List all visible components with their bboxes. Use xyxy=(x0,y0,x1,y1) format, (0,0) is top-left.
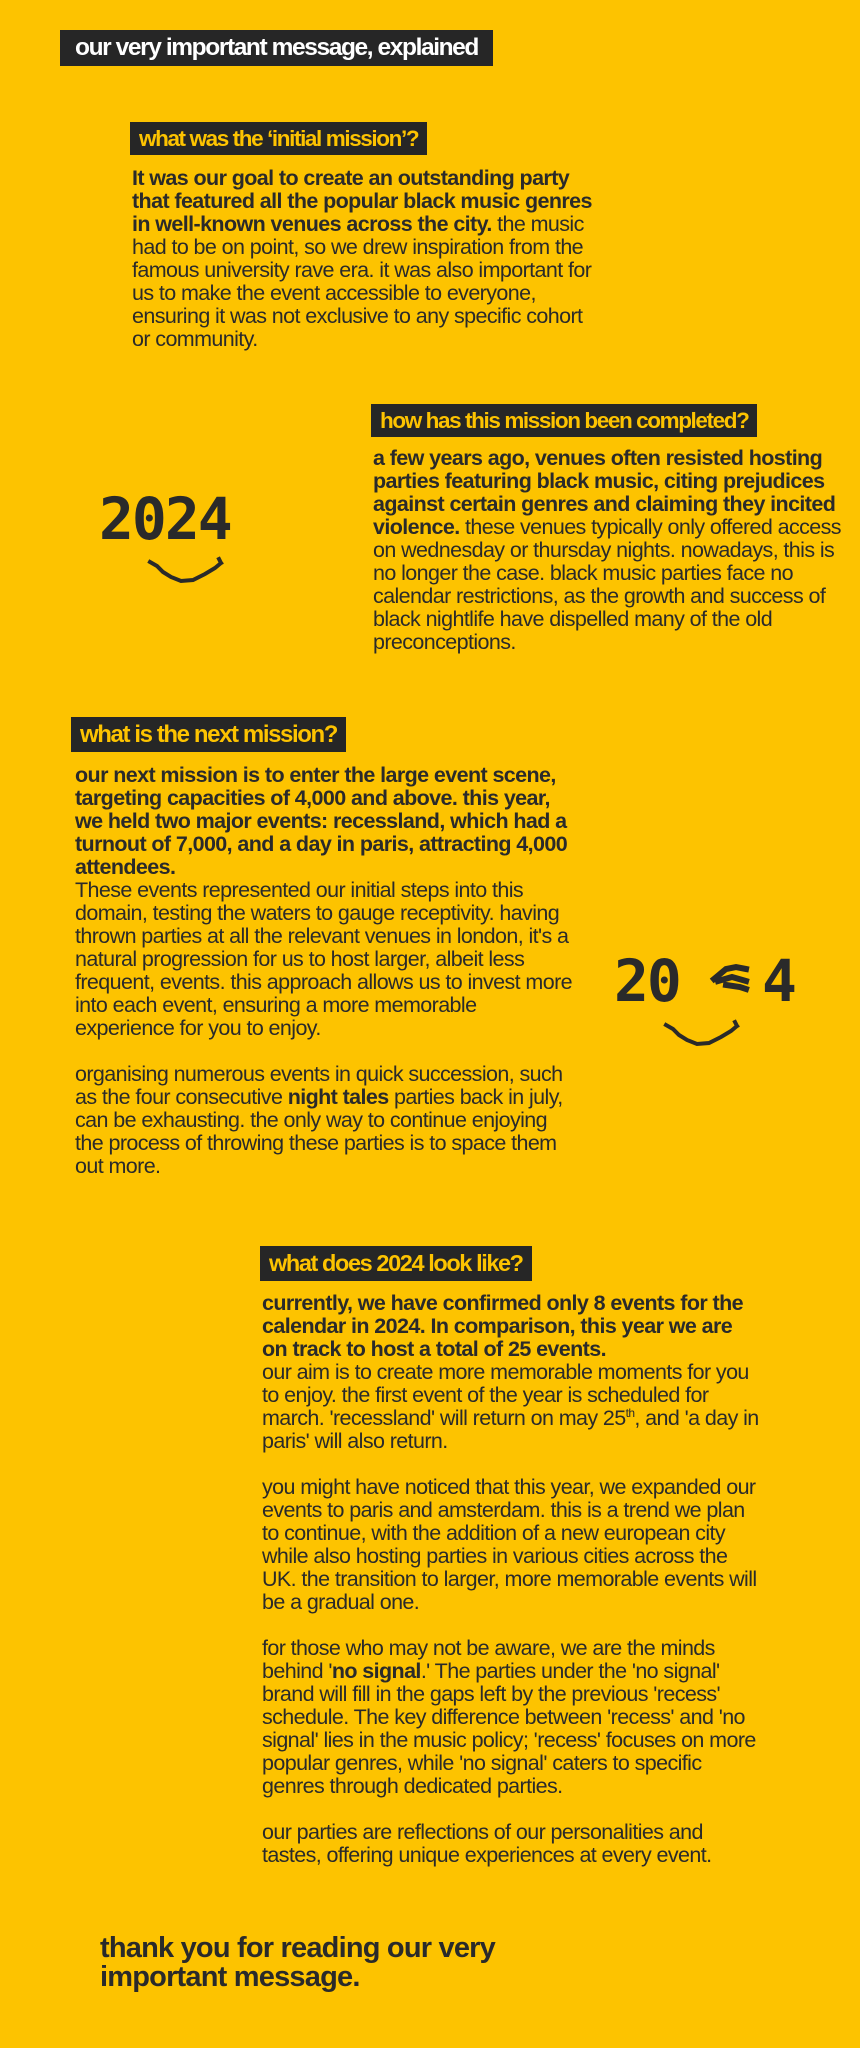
page-title: our very important message, explained xyxy=(60,30,493,66)
future-paragraph-2: you might have noticed that this year, we expanded our events to paris and amsterdam. this is a trend we plan to continue, with the addition of a new european city while also hosting parties in various cities across the UK. the transition to larger, more memorable events will be a gradual one. xyxy=(262,1475,757,1614)
next-mission-paragraph-1: These events represented our initial steps into this domain, testing the waters to gauge receptivity. having thrown parties at all the relevant venues in london, it's a natural progression for us to host larger, albeit less frequent, events. this approach allows us to invest more into each event, ensuring a more memorable experience for you to enjoy. xyxy=(75,878,573,1040)
next-mission-night-tales: night tales xyxy=(287,1085,389,1109)
art-year-text: 2024 xyxy=(99,485,231,553)
smile-curve-icon xyxy=(666,1022,737,1044)
future-no-signal: no signal xyxy=(331,1659,421,1683)
mission-completed-text: these venues typically only offered access on wednesday or thursday nights. nowadays, this is no longer the case. black music parties face no calendar restrictions, as the growth and success of black nightlife have dispelled many of the old preconceptions. xyxy=(373,515,841,654)
closing-message: thank you for reading our very important message. xyxy=(100,1932,495,1993)
future-date-suffix: th xyxy=(625,1405,635,1420)
next-mission-paragraph-2-start: organising numerous events in quick succession, such as the four consecutive xyxy=(75,1062,563,1109)
section-heading-next-mission: what is the next mission? xyxy=(71,717,346,752)
future-paragraph-1-start: our aim is to create more memorable moments for you to enjoy. the first event of the year is scheduled for march. 'recessland' will return on may 25 xyxy=(262,1360,749,1430)
future-lead: currently, we have confirmed only 8 events for the calendar in 2024. In comparison, this year we are on track to host a total of 25 events. xyxy=(262,1291,743,1361)
section-body-2024 xyxy=(262,1292,762,1867)
art-year-prefix: 20 xyxy=(614,947,680,1015)
future-paragraph-3-start: for those who may not be aware, we are the minds behind ' xyxy=(262,1636,715,1683)
next-mission-paragraph-2-end: parties back in july, can be exhausting. the only way to continue enjoying the process of throwing these parties is to space them out more. xyxy=(75,1085,563,1178)
initial-mission-lead: It was our goal to create an outstanding party that featured all the popular black music genres in well-known venues across the city. xyxy=(132,166,592,236)
section-body-mission-completed xyxy=(373,447,843,654)
section-heading-mission-completed: how has this mission been completed? xyxy=(371,404,757,437)
mission-completed-lead: a few years ago, venues often resisted hosting parties featuring black music, citing prejudices against certain genres and claiming they incited violence. xyxy=(373,446,836,539)
next-mission-lead: our next mission is to enter the large event scene, targeting capacities of 4,000 and above. this year, we held two major events: recessland, which had a turnout of 7,000, and a day in paris, attracting 4,000 attendees. xyxy=(75,763,568,879)
future-paragraph-3-end: .' The parties under the 'no signal' brand will fill in the gaps left by the previous 'recess' schedule. The key difference between 'recess' and 'no signal' lies in the music policy; 'recess' focuses on more popular genres, while 'no signal' caters to specific genres through dedicated parties. xyxy=(262,1659,756,1798)
smile-curve-icon xyxy=(150,559,221,581)
art-year-last-digit: 4 xyxy=(762,947,797,1015)
section-body-next-mission xyxy=(75,764,575,1178)
smiley-year-blowing-icon xyxy=(610,945,830,1055)
section-heading-2024: what does 2024 look like? xyxy=(260,1246,532,1281)
blowing-two-icon xyxy=(714,967,746,989)
section-heading-initial-mission: what was the ‘initial mission’? xyxy=(130,122,427,155)
initial-mission-text: the music had to be on point, so we drew inspiration from the famous university rave era. it was also important for us to make the event accessible to everyone, ensuring it was not exclusive to any specific cohort or community. xyxy=(132,212,592,351)
future-paragraph-4: our parties are reflections of our personalities and tastes, offering unique experiences at every event. xyxy=(262,1820,712,1867)
section-body-initial-mission xyxy=(132,167,602,351)
smiley-year-icon xyxy=(95,485,295,595)
future-paragraph-1-end: , and 'a day in paris' will also return. xyxy=(262,1406,759,1453)
